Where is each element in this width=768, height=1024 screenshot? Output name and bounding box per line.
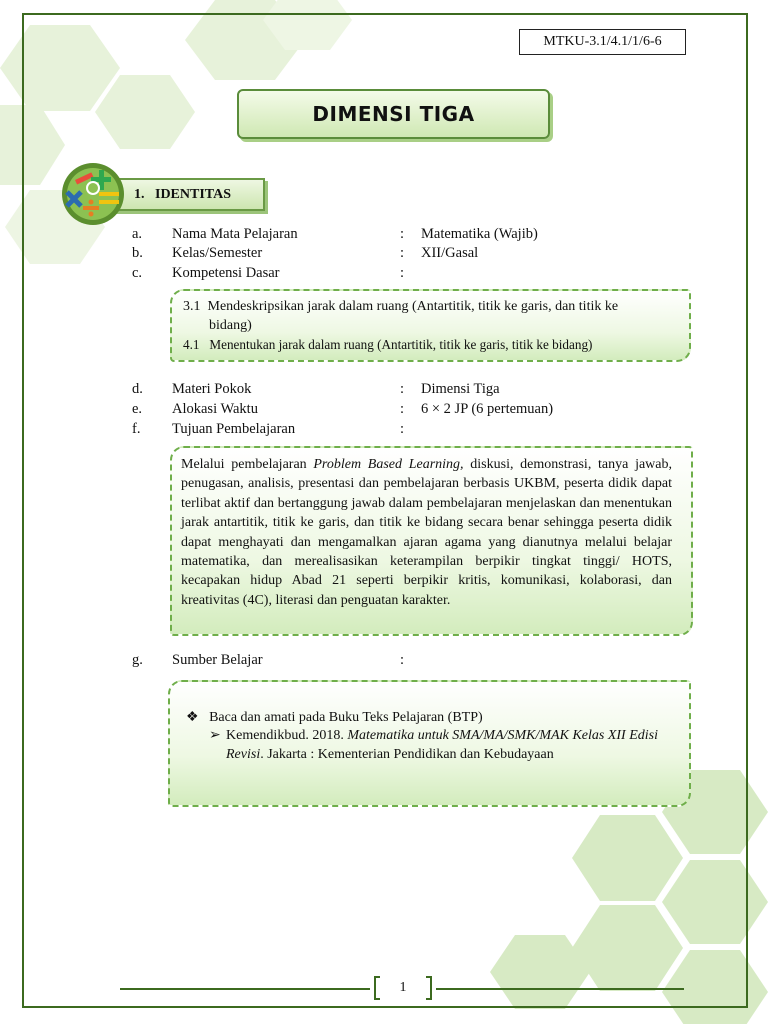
sumber-bullet-text: Baca dan amati pada Buku Teks Pelajaran (BTP): [209, 710, 483, 725]
kd-item: [183, 298, 618, 316]
kd-number: 4.1: [183, 337, 200, 352]
arrow-bullet-icon: ➢: [209, 728, 221, 743]
footer-line-left: [120, 988, 370, 990]
ref-publisher: . Jakarta : Kementerian Pendidikan dan Kebudayaan: [260, 747, 554, 762]
page-number: 1: [399, 980, 407, 995]
item-letter: a.: [132, 226, 143, 242]
item-value: XII/Gasal: [421, 245, 479, 261]
kd-text-continued: bidang): [209, 318, 252, 333]
kd-item: [183, 336, 592, 354]
item-label: Kompetensi Dasar: [172, 265, 280, 281]
document-code: MTKU-3.1/4.1/1/6-6: [519, 29, 686, 55]
kd-text: Mendeskripsikan jarak dalam ruang (Antartitik, titik ke garis, dan titik ke: [207, 299, 619, 314]
diamond-bullet-icon: ❖: [186, 710, 199, 725]
item-colon: :: [400, 226, 405, 242]
tujuan-paragraph: [181, 455, 672, 610]
tujuan-text: diskusi, demonstrasi, tanya jawab, penugasan, analisis, presentasi dan pembelajaran berbasis UKBM, peserta didik dapat terlibat aktif dan bertanggung jawab dalam pembelajaran menjelaskan dan menentukan jarak antartitik, titik ke garis, dan titik ke bidang secara benar sehingga peserta didik dapat menghayati dan mengamalkan ajaran agama yang dianutnya melalui belajar matematika, dan merealisasikan keterampilan berpikir tingkat tinggi/ HOTS, kecapakan hidup Abad 21 seperti berpikir kritis, komunikasi, kolaborasi, dan kreativitas (4C), literasi dan penguatan karakter.: [181, 457, 672, 608]
item-label: Materi Pokok: [172, 381, 252, 397]
kd-number: 3.1: [183, 299, 201, 314]
page-title: DIMENSI TIGA: [237, 89, 550, 139]
item-letter: f.: [132, 421, 141, 437]
item-letter: c.: [132, 265, 143, 281]
item-value: Dimensi Tiga: [421, 381, 500, 397]
item-value: Matematika (Wajib): [421, 226, 538, 242]
item-label: Sumber Belajar: [172, 652, 263, 668]
item-letter: g.: [132, 652, 143, 668]
footer-line-right: [436, 988, 684, 990]
math-symbols-icon: [55, 158, 133, 230]
kd-text: Menentukan jarak dalam ruang (Antartitik, titik ke garis, titik ke bidang): [209, 337, 593, 352]
tujuan-text: Melalui pembelajaran: [181, 457, 314, 472]
item-letter: d.: [132, 381, 143, 397]
item-label: Alokasi Waktu: [172, 401, 258, 417]
item-value: 6 × 2 JP (6 pertemuan): [421, 401, 554, 417]
item-label: Nama Mata Pelajaran: [172, 226, 298, 242]
item-colon: :: [400, 652, 405, 668]
sumber-reference: [226, 726, 674, 764]
ref-book-title: Matematika untuk SMA/MA/SMK/MAK Kelas XII: [347, 728, 626, 743]
item-colon: :: [400, 401, 405, 417]
ref-prefix: Kemendikbud. 2018.: [226, 728, 348, 743]
section-number: 1.: [134, 187, 145, 202]
tujuan-method: Problem Based Learning,: [313, 457, 464, 472]
sumber-bullet: [186, 708, 483, 727]
item-letter: e.: [132, 401, 143, 417]
item-label: Kelas/Semester: [172, 245, 263, 261]
item-colon: :: [400, 265, 405, 281]
item-letter: b.: [132, 245, 143, 261]
item-colon: :: [400, 421, 405, 437]
ref-edition: Edisi Revisi: [226, 728, 658, 762]
section-label: IDENTITAS: [155, 187, 231, 202]
item-colon: :: [400, 381, 405, 397]
item-colon: :: [400, 245, 405, 261]
item-label: Tujuan Pembelajaran: [172, 421, 296, 437]
